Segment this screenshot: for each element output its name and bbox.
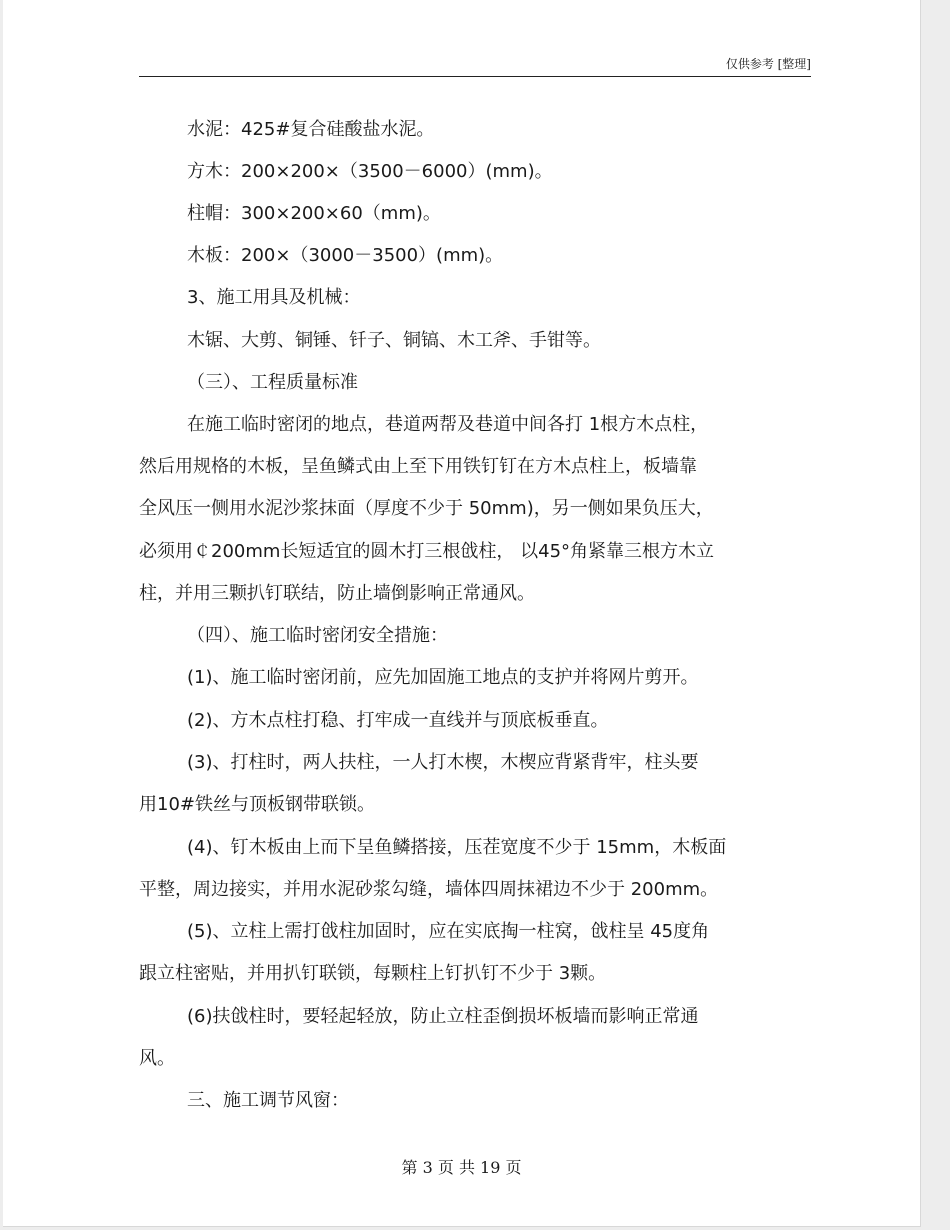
section-heading: （四）、施工临时密闭安全措施：	[187, 625, 448, 646]
text-line: 在施工临时密闭的地点，巷道两帮及巷道中间各打 1根方木点柱，	[187, 414, 709, 435]
document-page	[3, 0, 921, 1227]
text-line: (1)、施工临时密闭前，应先加固施工地点的支护并将网片剪开。	[187, 667, 699, 688]
text-line: 风。	[139, 1048, 175, 1069]
text-line: 平整，周边接实，并用水泥砂浆勾缝，墙体四周抹裙边不少于 200mm。	[139, 879, 719, 900]
page-number-footer: 第 3 页 共 19 页	[401, 1158, 522, 1177]
section-heading: （三）、工程质量标准	[187, 372, 358, 393]
header-rule	[139, 76, 811, 77]
text-line: 柱帽：300×200×60（mm)。	[187, 203, 441, 224]
text-line: 跟立柱密贴，并用扒钉联锁，每颗柱上钉扒钉不少于 3颗。	[139, 963, 607, 984]
text-line: 然后用规格的木板，呈鱼鳞式由上至下用铁钉钉在方木点柱上，板墙靠	[139, 456, 697, 477]
text-line: 木板：200×（3000－3500）(mm)。	[187, 245, 504, 266]
page-header: 仅供参考 [整理]	[725, 57, 811, 71]
text-line: 全风压一侧用水泥沙浆抹面（厚度不少于 50mm)，另一侧如果负压大，	[139, 498, 714, 519]
text-line: 柱，并用三颗扒钉联结，防止墙倒影响正常通风。	[139, 583, 535, 604]
text-line: (4)、钉木板由上而下呈鱼鳞搭接，压茬宽度不少于 15mm，木板面	[187, 837, 727, 858]
text-line: (5)、立柱上需打戗柱加固时，应在实底掏一柱窝，戗柱呈 45度角	[187, 921, 710, 942]
text-line: (2)、方木点柱打稳、打牢成一直线并与顶底板垂直。	[187, 710, 609, 731]
section-heading: 3、施工用具及机械：	[187, 287, 361, 308]
section-heading: 三、施工调节风窗：	[187, 1090, 349, 1111]
text-line: 必须用￠200mm长短适宜的圆木打三根戗柱， 以45°角紧靠三根方木立	[139, 541, 715, 562]
text-line: (6)扶戗柱时，要轻起轻放，防止立柱歪倒损坏板墙而影响正常通	[187, 1006, 699, 1027]
text-line: 水泥：425#复合硅酸盐水泥。	[187, 119, 435, 140]
text-line: (3)、打柱时，两人扶柱，一人打木楔，木楔应背紧背牢，柱头要	[187, 752, 699, 773]
text-line: 木锯、大剪、铜锤、钎子、铜镐、木工斧、手钳等。	[187, 330, 601, 351]
text-line: 方木：200×200×（3500－6000）(mm)。	[187, 161, 553, 182]
text-line: 用10#铁丝与顶板钢带联锁。	[139, 794, 375, 815]
